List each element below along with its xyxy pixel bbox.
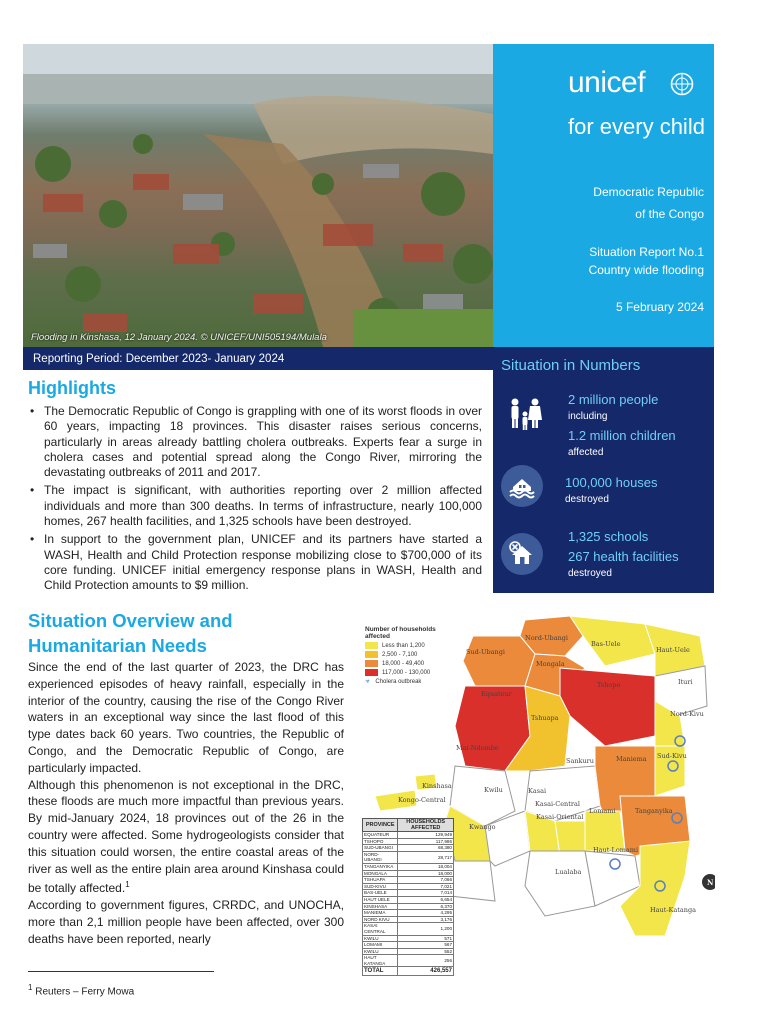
households-value: 18,004	[398, 863, 454, 870]
schools-destroyed: 1,325 schools	[568, 529, 649, 544]
country-line1: Democratic Republic	[593, 185, 704, 199]
province-name: KWILU	[363, 935, 398, 942]
map-label: Haut-Uele	[656, 646, 690, 654]
table-row	[363, 851, 454, 863]
province-name: KINSHASA	[363, 903, 398, 910]
report-number: Situation Report No.1	[589, 245, 704, 259]
households-value: 571	[398, 935, 454, 942]
footnote-number: 1	[28, 983, 33, 992]
map-label: Kasai-Central	[535, 800, 580, 808]
highlight-item: • The impact is significant, with authorities reporting over 2 million affected individuals and more than 300 deaths. In terms of infrastructure, nearly 100,000 homes, 267 health facilities, and 1,325 schools have been destroyed.	[28, 483, 482, 529]
map-label: Haut-Lomami	[593, 846, 639, 854]
map-label: Ituri	[678, 678, 693, 686]
households-value: 18,000	[398, 870, 454, 877]
photo-caption: Flooding in Kinshasa, 12 January 2024. © UNICEF/UNI505194/Mulala	[31, 332, 327, 343]
legend-label: Cholera outbreak	[375, 678, 422, 685]
households-value: 4,295	[398, 910, 454, 917]
flooded-house-icon	[501, 465, 543, 507]
legend-title: Number of households affected	[365, 626, 436, 640]
province-name: LOMAMI	[363, 942, 398, 949]
report-subtitle: Country wide flooding	[588, 263, 704, 277]
households-value: 3,176	[398, 916, 454, 923]
highlights-list	[28, 404, 482, 597]
facilities-sub: destroyed	[568, 568, 612, 579]
family-icon	[503, 393, 547, 437]
legend-label: 18,000 - 49,400	[382, 660, 425, 667]
table-row	[363, 877, 454, 884]
biohazard-icon: ☣	[365, 679, 371, 685]
households-value: 256	[398, 955, 454, 967]
province-name: SUD-KIVU	[363, 883, 398, 890]
province-name: NORD KIVU	[363, 916, 398, 923]
province-name: TSHUAPA	[363, 877, 398, 884]
households-value: 68,380	[398, 845, 454, 852]
province-name: MONGALA	[363, 870, 398, 877]
hero-photo	[23, 44, 493, 347]
table-row	[363, 845, 454, 852]
province-name: HAUT UELE	[363, 896, 398, 903]
households-value: 7,066	[398, 877, 454, 884]
highlights-title: Highlights	[28, 378, 116, 398]
people-affected: 2 million people	[568, 392, 659, 407]
households-value: 6,654	[398, 896, 454, 903]
table-row	[363, 903, 454, 910]
north-label: N	[707, 878, 714, 887]
health-facilities-destroyed: 267 health facilities	[568, 549, 679, 564]
houses-sub: destroyed	[565, 494, 609, 505]
province-name: MANIEMA	[363, 910, 398, 917]
table-row	[363, 863, 454, 870]
map-label: Sankuru	[566, 757, 594, 765]
province-lualaba	[525, 851, 595, 916]
country-line2: of the Congo	[635, 207, 704, 221]
province-name: SUD-UBANGI	[363, 845, 398, 852]
flood-scene-illustration	[23, 44, 493, 347]
legend-label: 117,000 - 130,000	[382, 669, 431, 676]
province-name: EQUATEUR	[363, 832, 398, 839]
table-row	[363, 910, 454, 917]
legend-swatch	[365, 642, 378, 649]
map-label: Nord-Ubangi	[525, 634, 569, 642]
table-row	[363, 942, 454, 949]
table-row	[363, 832, 454, 839]
province-tshopo	[560, 668, 655, 746]
map-label: Kongo-Central	[398, 796, 446, 804]
households-value: 129,949	[398, 832, 454, 839]
province-sud-ubangi	[463, 636, 535, 686]
unicef-logo: unicef	[568, 66, 646, 99]
province-name: TANGANYIKA	[363, 863, 398, 870]
households-value: 7,014	[398, 890, 454, 897]
situation-in-numbers	[493, 347, 714, 593]
highlight-item: • In support to the government plan, UNICEF and its partners have started a WASH, Health and Child Protection response mobilizing close to $700,000 of its core funding. UNICEF initial emergency response plans in WASH, Health and Child Protection amounts to $9 million.	[28, 532, 482, 593]
footnote	[28, 983, 134, 997]
map-legend	[365, 626, 461, 687]
overview-body	[28, 659, 344, 948]
overview-paragraph-1: Since the end of the last quarter of 2023, the DRC has experienced episodes of heavy rainfall, especially in the interior of the country, causing the rise of the Congo River waters in an exceptional way since the last flood of this type dates back 60 years. Two countries, the Republic of Congo, and the Democratic Republic of Congo, are particularly impacted.	[28, 660, 344, 775]
table-header: PROVINCE	[363, 819, 398, 832]
households-value: 1,200	[398, 923, 454, 935]
table-header: HOUSEHOLDS AFFECTED	[398, 819, 454, 832]
map-label: Lomami	[589, 807, 616, 815]
damaged-house-icon	[501, 533, 543, 575]
households-value: 117,986	[398, 838, 454, 845]
total-label: TOTAL	[363, 967, 398, 976]
table-row	[363, 935, 454, 942]
numbers-title: Situation in Numbers	[501, 357, 641, 374]
table-row	[363, 838, 454, 845]
overview-paragraph-3: According to government figures, CRRDC, and UNOCHA, more than 2,1 million people have been affected, over 300 deaths have been reported, nearly	[28, 898, 344, 946]
footnote-ref[interactable]: 1	[125, 880, 130, 890]
table-row	[363, 870, 454, 877]
province-lomami	[585, 811, 625, 851]
unicef-emblem-icon	[670, 72, 694, 96]
table-row	[363, 916, 454, 923]
overview-paragraph-2: Although this phenomenon is not exceptional in the DRC, these floods are much more impactful than previous years. By mid-January 2024, 18 provinces out of the 26 in the country were affected. Some hydrogeologists consider that this situation could worsen, the entire coastal areas of the river as well as the entire plain area around Kinshasa could be totally affected.	[28, 777, 344, 896]
overview-title-line1: Situation Overview and	[28, 610, 233, 631]
province-name: BAS-UELE	[363, 890, 398, 897]
table-row	[363, 923, 454, 935]
map-label: Maniema	[616, 755, 647, 763]
footnote-rule	[28, 971, 214, 972]
map-label: Mongala	[536, 660, 565, 668]
province-name: NORD-UBANGI	[363, 851, 398, 863]
map-label: Lualaba	[555, 868, 582, 876]
province-name: TSHOPO	[363, 838, 398, 845]
total-value: 426,557	[398, 967, 454, 976]
table-row	[363, 955, 454, 967]
households-value: 567	[398, 942, 454, 949]
map-label: Nord-Kivu	[670, 710, 704, 718]
tagline: for every child	[568, 114, 705, 139]
legend-swatch	[365, 669, 378, 676]
map-label: Equateur	[481, 690, 512, 698]
province-name: KASAI CENTRAL	[363, 923, 398, 935]
map-label: Sud-Kivu	[657, 752, 687, 760]
table-row	[363, 883, 454, 890]
map-label: Kasai	[528, 787, 547, 795]
reporting-period: Reporting Period: December 2023- January 2024	[23, 347, 493, 370]
legend-label: 2,500 - 7,100	[382, 651, 418, 658]
legend-label: Less than 1,200	[382, 642, 425, 649]
province-name: HAUT KATANGA	[363, 955, 398, 967]
table-row	[363, 896, 454, 903]
map-label: Haut-Katanga	[650, 906, 696, 914]
report-date: 5 February 2024	[615, 300, 704, 314]
map-label: Kwango	[469, 823, 496, 831]
table-total-row	[363, 967, 454, 976]
houses-destroyed: 100,000 houses	[565, 475, 658, 490]
map-label: Sud-Ubangi	[466, 648, 505, 656]
table-row	[363, 948, 454, 955]
households-value: 552	[398, 948, 454, 955]
table-row	[363, 890, 454, 897]
map-label: Kinshasa	[422, 782, 452, 790]
households-value: 7,021	[398, 883, 454, 890]
children-affected: 1.2 million children	[568, 428, 676, 443]
legend-swatch	[365, 651, 378, 658]
households-value: 28,717	[398, 851, 454, 863]
map-label: Mai-Ndombe	[456, 744, 499, 752]
map-label: Kasai-Oriental	[536, 813, 584, 821]
highlight-item: • The Democratic Republic of Congo is grappling with one of its worst floods in over 60 years, impacting 18 provinces. This disaster raises serious concerns, particularly in areas already battling cholera outbreaks. Experts fear a surge in cholera cases and potential spread along the Congo River, mirroring the devastating outbreaks of 2011 and 2017.	[28, 404, 482, 480]
map-label: Kwilu	[484, 786, 503, 794]
map-label: Tshopo	[597, 681, 621, 689]
map-label: Bas-Uele	[591, 640, 621, 648]
people-sub: including	[568, 411, 608, 422]
legend-swatch	[365, 660, 378, 667]
map-label: Tshuapa	[531, 714, 559, 722]
province-table	[362, 818, 454, 976]
children-sub: affected	[568, 447, 604, 458]
households-value: 6,370	[398, 903, 454, 910]
overview-title-line2: Humanitarian Needs	[28, 635, 207, 656]
brand-panel	[493, 44, 714, 347]
map-label: Tanganyika	[635, 807, 673, 815]
footnote-text: Reuters – Ferry Mowa	[35, 986, 135, 998]
overview-title	[28, 608, 233, 658]
province-name: KWILU	[363, 948, 398, 955]
